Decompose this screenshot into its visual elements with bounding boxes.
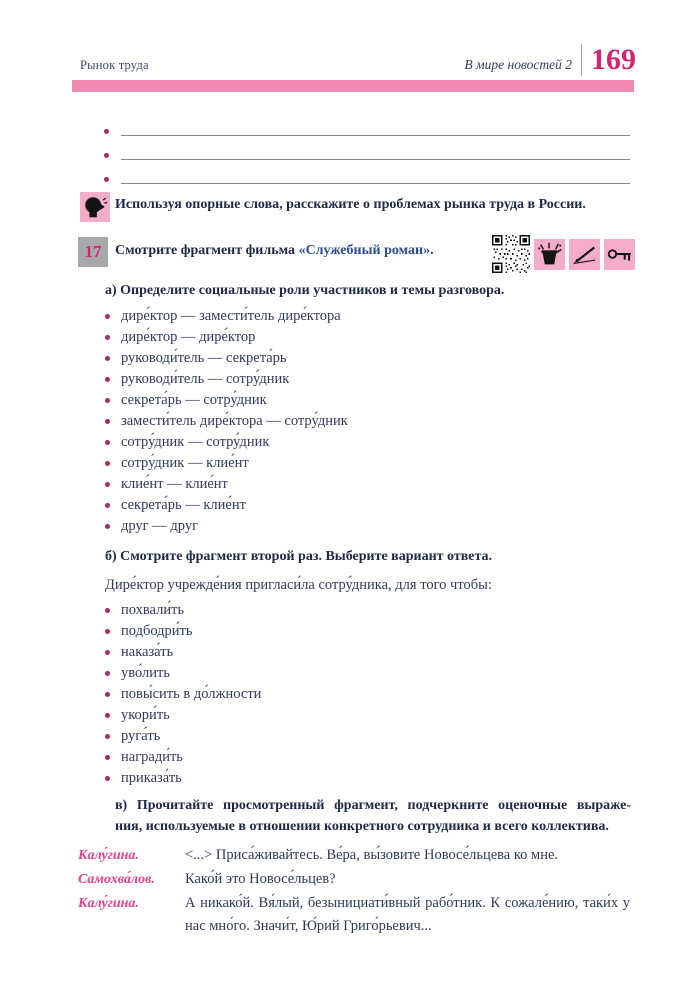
header-section-title: Рынок труда	[80, 58, 149, 72]
bullet-icon	[105, 314, 110, 319]
bullet-icon	[105, 335, 110, 340]
film-title: «Служебный роман»	[298, 243, 431, 258]
section-v-line1: в) Прочитайте просмотренный фрагмент, подчеркните оценочные выраже-	[115, 798, 631, 813]
blank-answer-lines	[104, 119, 630, 191]
exercise-number-badge: 17	[78, 237, 108, 267]
list-item	[105, 495, 348, 516]
list-item	[105, 516, 348, 537]
list-item-text: секрета́рь — сотру́дник	[121, 392, 267, 408]
list-item[interactable]	[105, 726, 261, 747]
header-divider	[581, 44, 582, 76]
bullet-icon	[105, 734, 110, 739]
exercise-title	[115, 243, 434, 259]
bullet-icon	[105, 440, 110, 445]
fill-in-line[interactable]	[121, 143, 630, 160]
list-item-text: сотру́дник — сотру́дник	[121, 434, 270, 450]
key-icon	[604, 239, 635, 270]
page-number: 169	[591, 43, 636, 76]
qr-code-icon	[492, 235, 530, 273]
answer-line[interactable]	[104, 143, 630, 167]
list-item-text: приказа́ть	[121, 770, 182, 786]
list-item[interactable]	[105, 684, 261, 705]
list-item	[105, 432, 348, 453]
dialogue-text: <...> Приса́живайтесь. Ве́ра, вы́зовите Новосе́льцева ко мне.	[185, 847, 559, 863]
list-item	[105, 474, 348, 495]
list-item-text: секрета́рь — клие́нт	[121, 497, 246, 513]
section-b-intro: Дире́ктор учрежде́ния пригласи́ла сотру́дника, для того чтобы:	[105, 577, 492, 593]
header-rule-bar	[72, 80, 634, 92]
list-item-text: похвали́ть	[121, 602, 185, 618]
bullet-icon	[105, 461, 110, 466]
exercise-title-prefix: Смотрите фрагмент фильма	[115, 243, 299, 258]
speaking-task-text: Используя опорные слова, расскажите о проблемах рынка труда в России.	[115, 197, 586, 212]
answer-line[interactable]	[104, 167, 630, 191]
list-item	[105, 327, 348, 348]
list-item	[105, 306, 348, 327]
bullet-icon	[105, 692, 110, 697]
bullet-icon	[105, 608, 110, 613]
list-item[interactable]	[105, 642, 261, 663]
list-item-text: повы́сить в до́лжности	[121, 686, 262, 702]
dialogue-speaker: Самохва́лов.	[78, 872, 155, 887]
list-item-text: руководи́тель — сотру́дник	[121, 371, 290, 387]
header-right	[464, 44, 636, 76]
section-b-heading: б) Смотрите фрагмент второй раз. Выберите вариант ответа.	[105, 549, 493, 564]
bullet-icon	[105, 629, 110, 634]
bullet-icon	[105, 482, 110, 487]
list-item[interactable]	[105, 600, 261, 621]
bullet-icon	[105, 671, 110, 676]
section-a-heading: а) Определите социальные роли участников и темы разговора.	[105, 283, 505, 298]
bullet-icon	[105, 650, 110, 655]
answer-options-list	[105, 600, 261, 789]
list-item-text: уво́лить	[121, 665, 171, 681]
bullet-icon	[105, 503, 110, 508]
list-item-text: награди́ть	[121, 749, 183, 765]
list-item-text: дире́ктор — дире́ктор	[121, 329, 256, 345]
list-item-text: руководи́тель — секрета́рь	[121, 350, 287, 366]
writing-icon	[569, 239, 600, 270]
bullet-icon	[105, 398, 110, 403]
list-item	[105, 348, 348, 369]
list-item-text: наказа́ть	[121, 644, 174, 660]
list-item[interactable]	[105, 705, 261, 726]
dialogue-text: А никако́й. Вя́лый, безынициати́вный рабо́тник. К сожале́нию, таки́х у нас мно́го. Значи́т, Ю́рий Григо́рьевич...	[185, 895, 630, 934]
section-v-line2: ния, используемые в отношении конкретного сотрудника и всего коллектива.	[115, 819, 609, 834]
dialogue-speaker: Калу́гина.	[78, 848, 139, 863]
bullet-icon	[104, 177, 109, 182]
list-item	[105, 369, 348, 390]
list-item[interactable]	[105, 747, 261, 768]
list-item-text: подбодри́ть	[121, 623, 193, 639]
list-item	[105, 453, 348, 474]
dialogue-text: Како́й это Новосе́льцев?	[185, 871, 336, 887]
list-item-text: дире́ктор — замести́тель дире́ктора	[121, 308, 341, 324]
fill-in-line[interactable]	[121, 119, 630, 136]
chapter-title: В мире новостей 2	[464, 57, 572, 72]
dialogue-row	[78, 844, 630, 867]
answer-line[interactable]	[104, 119, 630, 143]
dialogue-row	[78, 892, 630, 938]
bullet-icon	[105, 377, 110, 382]
bullet-icon	[105, 419, 110, 424]
section-v-heading	[115, 795, 631, 837]
list-item	[105, 411, 348, 432]
list-item-text: руга́ть	[121, 728, 161, 744]
bullet-icon	[104, 153, 109, 158]
bullet-icon	[105, 524, 110, 529]
list-item-text: замести́тель дире́ктора — сотру́дник	[121, 413, 348, 429]
list-item[interactable]	[105, 768, 261, 789]
bullet-icon	[105, 713, 110, 718]
roles-list	[105, 306, 348, 537]
list-item	[105, 390, 348, 411]
bullet-icon	[104, 129, 109, 134]
list-item[interactable]	[105, 621, 261, 642]
bullet-icon	[105, 776, 110, 781]
list-item[interactable]	[105, 663, 261, 684]
bullet-icon	[105, 356, 110, 361]
fill-in-line[interactable]	[121, 167, 630, 184]
speaking-icon	[80, 192, 110, 222]
list-item-text: укори́ть	[121, 707, 170, 723]
list-item-text: клие́нт — клие́нт	[121, 476, 228, 492]
dialogue	[78, 844, 630, 939]
exercise-title-suffix: .	[430, 243, 434, 258]
list-item-text: сотру́дник — клие́нт	[121, 455, 249, 471]
bullet-icon	[105, 755, 110, 760]
video-icon	[534, 239, 565, 270]
dialogue-row	[78, 868, 630, 891]
exercise-media-icons	[534, 239, 635, 270]
list-item-text: друг — друг	[121, 518, 199, 534]
dialogue-speaker: Калу́гина.	[78, 896, 139, 911]
